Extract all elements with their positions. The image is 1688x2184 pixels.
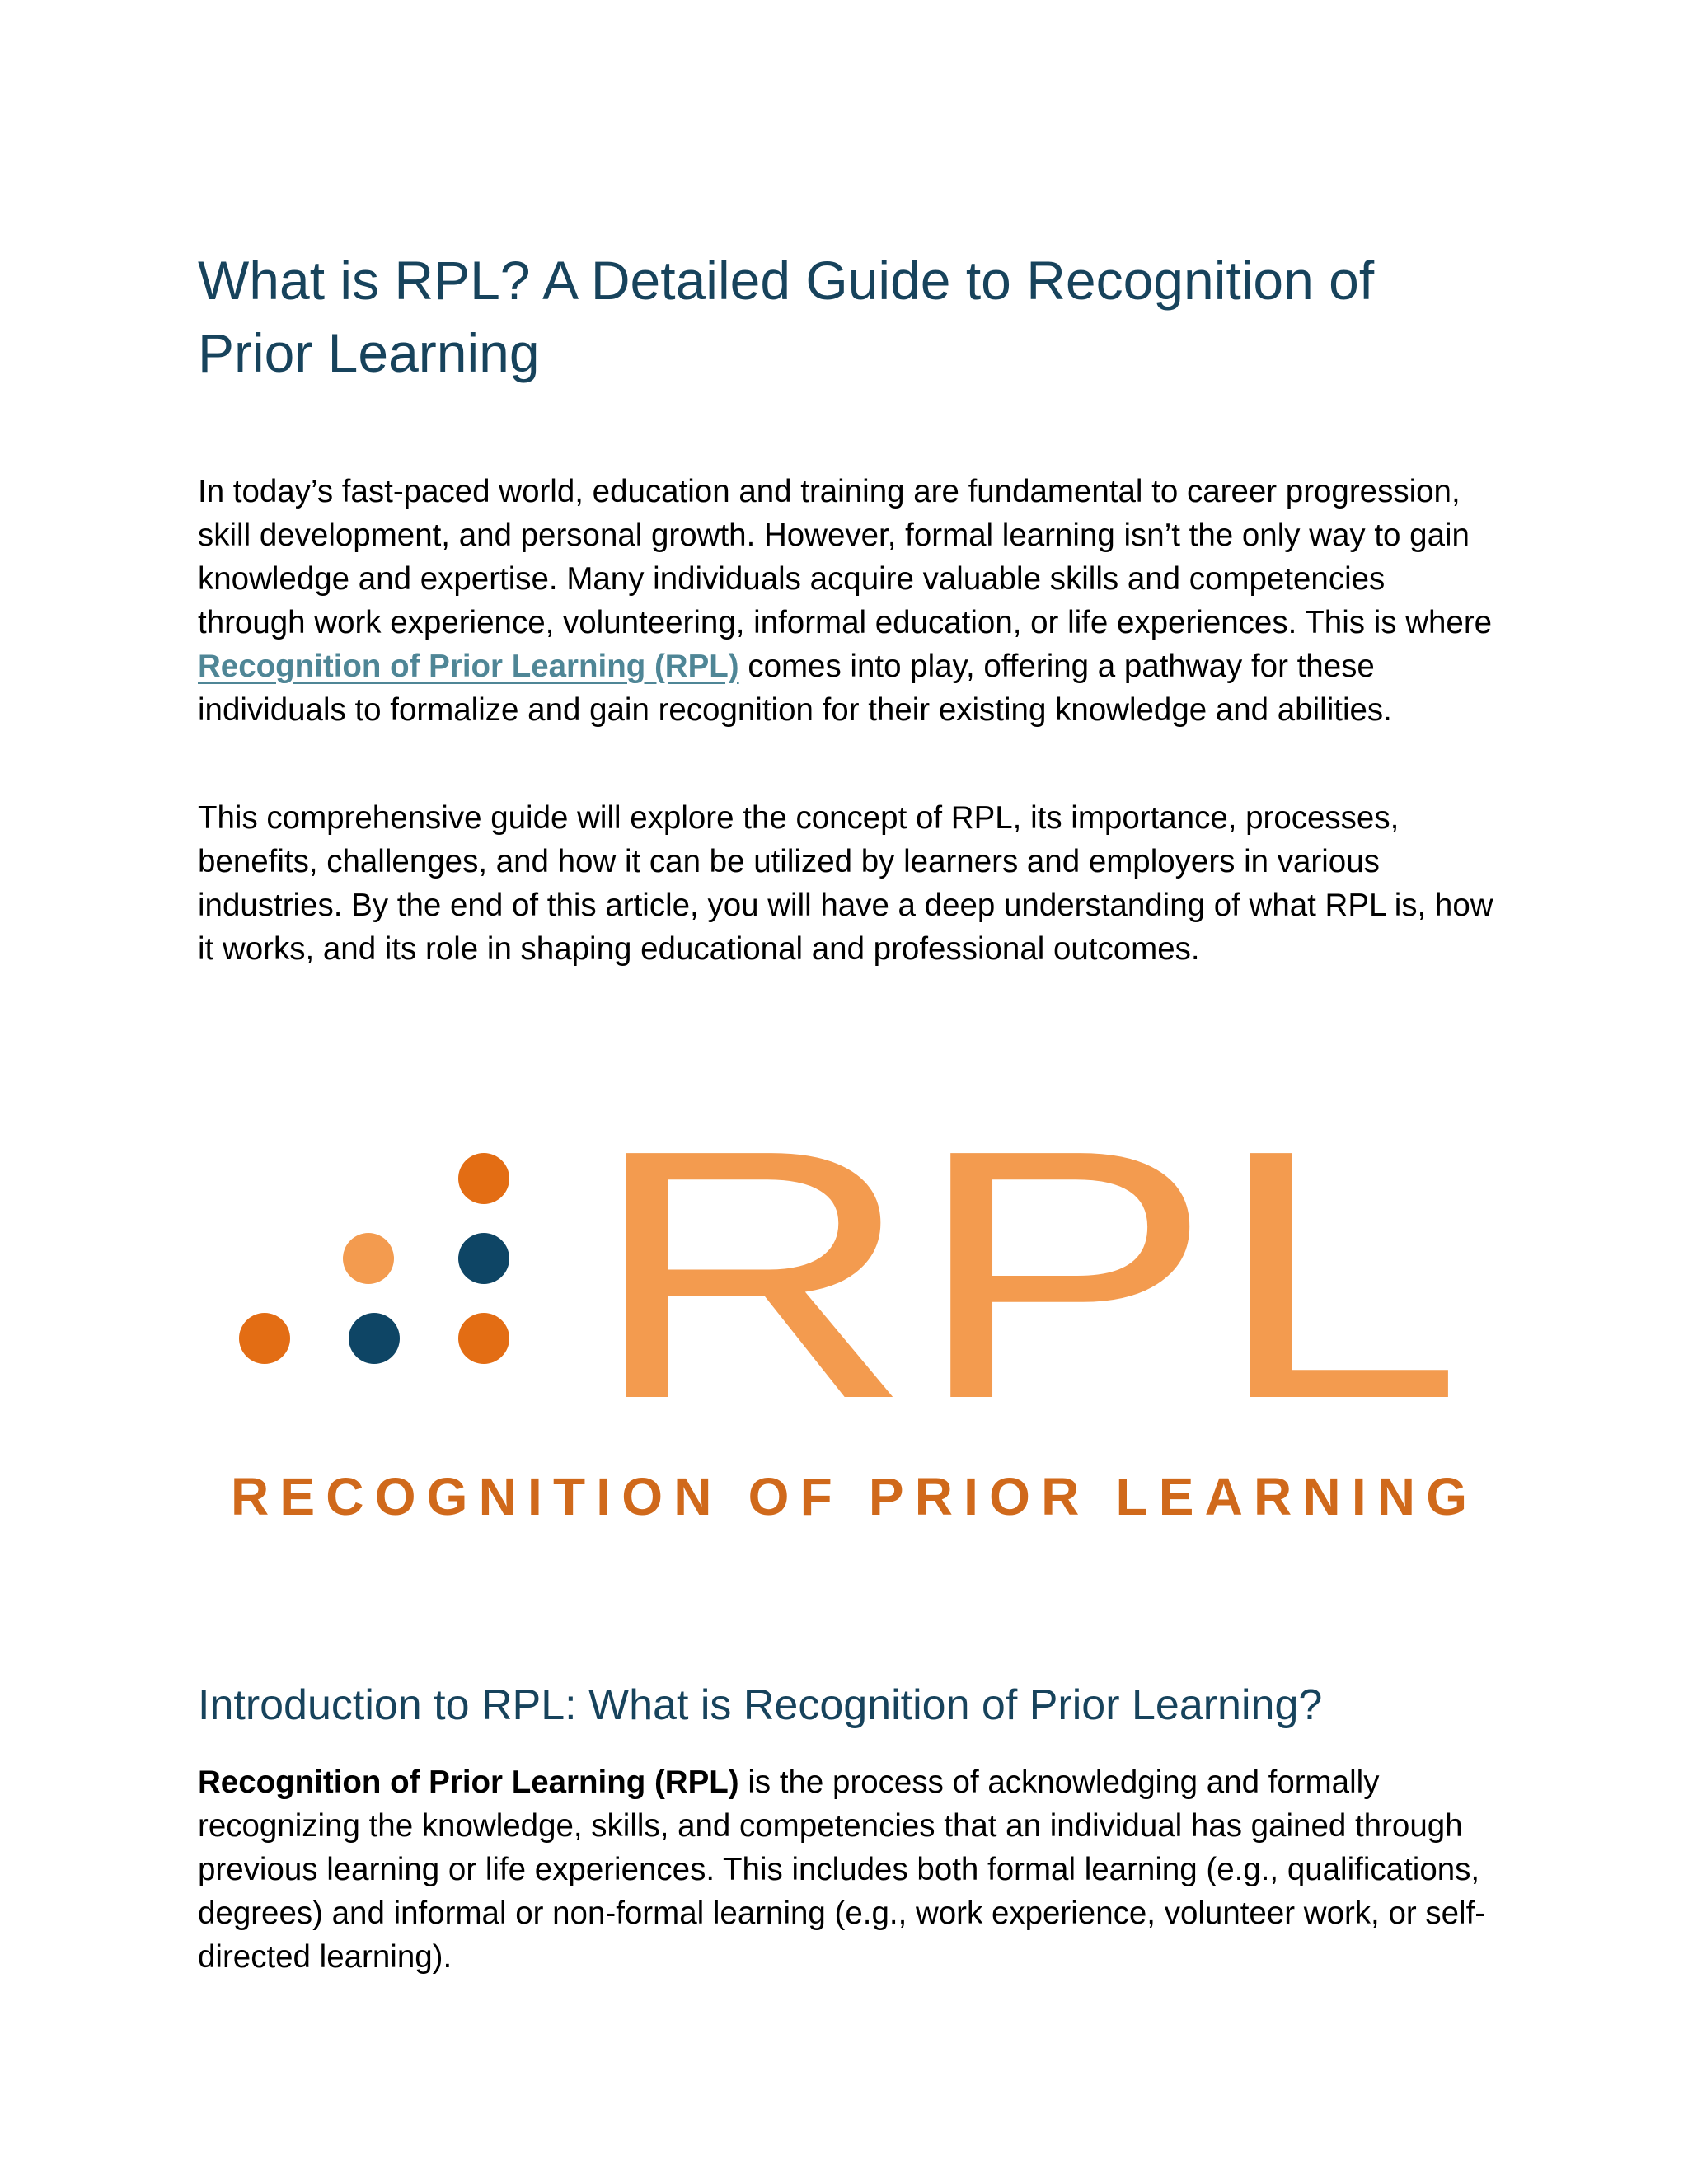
logo-dot-navy bbox=[458, 1233, 509, 1284]
rpl-link[interactable]: Recognition of Prior Learning (RPL) bbox=[198, 649, 739, 684]
logo-dot-dark-orange bbox=[458, 1153, 509, 1204]
definition-text: is the process of acknowledging and formally recognizing the knowledge, skills, and competencies that an individual has gained through previous learning or life experiences. This includes both formal learning (e.g., qualifications, degrees) and informal or non-formal learning (e.g., work experience, volunteer work, or self-directed learning). bbox=[198, 1765, 1486, 1975]
rpl-logo-graphic bbox=[223, 1096, 1475, 1558]
logo-dot-dark-orange bbox=[458, 1313, 509, 1364]
logo-dot-navy bbox=[349, 1313, 400, 1364]
guide-paragraph: This comprehensive guide will explore the concept of RPL, its importance, processes, benefits, challenges, and how it can be utilized by learners and employers in various industries. By the end of this article, you will have a deep understanding of what RPL is, how it works, and its role in shaping educational and professional outcomes. bbox=[198, 800, 1493, 967]
definition-bold-term: Recognition of Prior Learning (RPL) bbox=[198, 1765, 739, 1800]
logo-dot-dark-orange bbox=[239, 1313, 290, 1364]
logo-dot-light-orange bbox=[343, 1233, 394, 1284]
page-title: What is RPL? A Detailed Guide to Recognition of Prior Learning bbox=[198, 250, 1375, 383]
intro-paragraph bbox=[198, 470, 1500, 732]
definition-paragraph bbox=[198, 1760, 1500, 1979]
section-heading: Introduction to RPL: What is Recognition of Prior Learning? bbox=[198, 1681, 1323, 1729]
intro-text-before-link: In today’s fast-paced world, education and training are fundamental to career progression, skill development, and personal growth. However, formal learning isn’t the only way to gain knowledge and expertise. Many individuals acquire valuable skills and competencies through work experience, volunteering, informal education, or life experiences. This is where bbox=[198, 474, 1493, 640]
logo-letters: RPL bbox=[589, 1096, 1463, 1473]
intro-text-after-link: comes into play, offering a pathway for these individuals to formalize and gain recognition for their existing knowledge and abilities. bbox=[198, 649, 1392, 728]
logo-tagline: RECOGNITION OF PRIOR LEARNING bbox=[231, 1467, 1467, 1526]
rpl-logo-image bbox=[223, 1096, 1475, 1558]
